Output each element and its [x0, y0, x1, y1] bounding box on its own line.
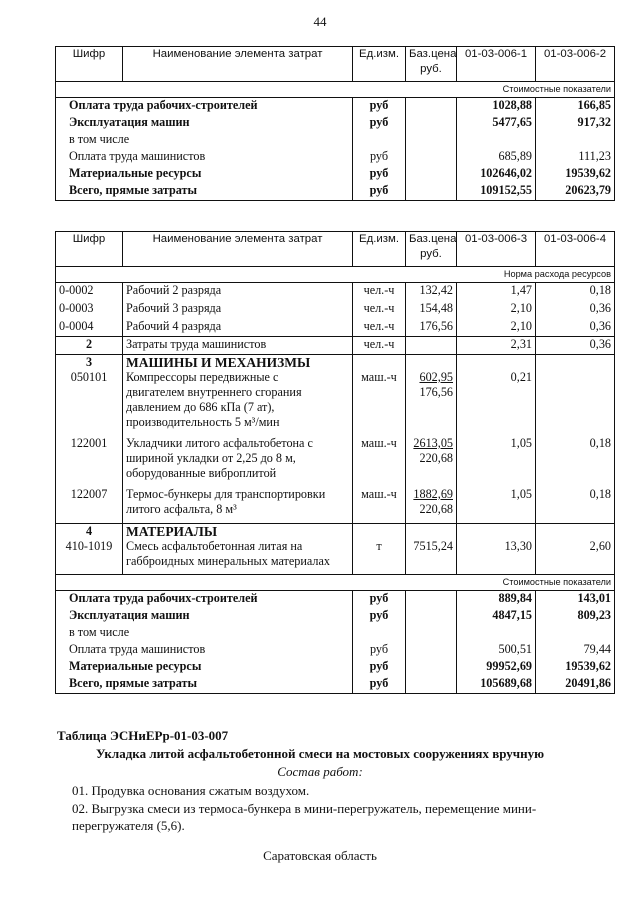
section-name: МАШИНЫ И МЕХАНИЗМЫ [123, 355, 353, 371]
row-unit: чел.-ч [353, 337, 406, 355]
table-caption: Таблица ЭСНиЕРр-01-03-007 [57, 728, 229, 743]
row-value-2 [536, 523, 615, 539]
row-value-2: 20491,86 [536, 676, 615, 694]
row-value-2 [536, 355, 615, 371]
row-value-2: 0,18 [536, 283, 615, 301]
table-row [56, 183, 615, 201]
row-code: 0-0003 [56, 301, 123, 319]
row-value-1: 109152,55 [457, 183, 536, 201]
header-base-price: Баз.цена руб. [406, 47, 457, 82]
row-base-price: 176,56 [406, 319, 457, 337]
table-row [56, 98, 615, 116]
section-header [56, 355, 615, 371]
row-base-price [406, 659, 457, 676]
table-row [56, 436, 615, 487]
row-value-2: 143,01 [536, 591, 615, 609]
row-base-price: 154,48 [406, 301, 457, 319]
row-base-price [406, 523, 457, 539]
row-base-price [406, 487, 457, 523]
table-row [56, 115, 615, 132]
row-value-2: 0,18 [536, 436, 615, 487]
row-name-line: давлением до 686 кПа (7 ат), [126, 400, 275, 414]
price-wage: 176,56 [419, 385, 453, 399]
table-row [56, 676, 615, 694]
row-value-1 [457, 523, 536, 539]
row-value-1: 1,47 [457, 283, 536, 301]
row-value-1 [457, 625, 536, 642]
row-name: Материальные ресурсы [56, 659, 353, 676]
table-header [56, 47, 615, 82]
row-value-2: 2,60 [536, 539, 615, 575]
row-value-1: 1028,88 [457, 98, 536, 116]
table-row [56, 642, 615, 659]
cost-indicators-label: Стоимостные показатели [56, 575, 615, 591]
header-col2: 01-03-006-4 [536, 232, 615, 267]
row-name-line: производительность 5 м³/мин [126, 415, 280, 429]
row-value-1: 1,05 [457, 436, 536, 487]
row-base-price [406, 166, 457, 183]
row-value-1: 99952,69 [457, 659, 536, 676]
header-unit: Ед.изм. [353, 232, 406, 267]
row-unit [353, 355, 406, 371]
row-name-line: Компрессоры передвижные с [126, 370, 279, 384]
row-base-price [406, 337, 457, 355]
table-row [56, 166, 615, 183]
table-row [56, 487, 615, 523]
header-name: Наименование элемента затрат [123, 232, 353, 267]
row-name: Рабочий 4 разряда [123, 319, 353, 337]
row-name: Рабочий 3 разряда [123, 301, 353, 319]
row-value-1: 500,51 [457, 642, 536, 659]
row-unit: руб [353, 115, 406, 132]
row-name: Эксплуатация машин [56, 115, 353, 132]
header-col1: 01-03-006-1 [457, 47, 536, 82]
works-heading: Состав работ: [277, 764, 363, 779]
row-base-price: 7515,24 [406, 539, 457, 575]
row-value-1: 2,31 [457, 337, 536, 355]
table-row [56, 319, 615, 337]
row-name-line: шириной укладки от 2,25 до 8 м, [126, 451, 296, 465]
page-number: 44 [313, 14, 327, 29]
row-name: Затраты труда машинистов [123, 337, 353, 355]
row-base-price [406, 608, 457, 625]
row-base-price [406, 642, 457, 659]
row-value-1: 1,05 [457, 487, 536, 523]
header-code: Шифр [56, 47, 123, 82]
row-value-1: 889,84 [457, 591, 536, 609]
row-value-1: 2,10 [457, 301, 536, 319]
header-name: Наименование элемента затрат [123, 47, 353, 82]
row-name [123, 539, 353, 575]
table-row [56, 591, 615, 609]
row-name-line: Укладчики литого асфальтобетона с [126, 436, 313, 450]
row-name: Рабочий 2 разряда [123, 283, 353, 301]
row-unit: руб [353, 98, 406, 116]
row-unit: руб [353, 608, 406, 625]
row-name-line: двигателем внутреннего сгорания [126, 385, 302, 399]
row-name: в том числе [56, 132, 353, 149]
row-unit: чел.-ч [353, 301, 406, 319]
row-code: 050101 [56, 370, 123, 436]
header-col1: 01-03-006-3 [457, 232, 536, 267]
section-header [56, 523, 615, 539]
row-name: Оплата труда рабочих-строителей [56, 591, 353, 609]
row-base-price [406, 676, 457, 694]
row-value-1: 0,21 [457, 370, 536, 436]
row-value-2 [536, 625, 615, 642]
price-full: 1882,69 [413, 487, 453, 501]
row-name-line: Смесь асфальтобетонная литая на [126, 538, 303, 553]
row-value-2: 809,23 [536, 608, 615, 625]
row-code: 410-1019 [56, 539, 123, 575]
row-value-1: 5477,65 [457, 115, 536, 132]
row-name: Всего, прямые затраты [56, 183, 353, 201]
section-name: МАТЕРИАЛЫ [123, 523, 353, 539]
table-row [56, 370, 615, 436]
row-name-line: оборудованные виброплитой [126, 466, 277, 480]
row-value-1: 2,10 [457, 319, 536, 337]
row-base-price [406, 149, 457, 166]
table-row [56, 337, 615, 355]
row-value-1: 105689,68 [457, 676, 536, 694]
row-code: 2 [56, 337, 123, 355]
row-name-line: габброидных минеральных материалах [126, 553, 331, 568]
row-value-2: 19539,62 [536, 166, 615, 183]
row-value-2: 0,36 [536, 319, 615, 337]
work-item: 01. Продувка основания сжатым воздухом. [72, 783, 310, 798]
row-unit: руб [353, 149, 406, 166]
row-unit [353, 132, 406, 149]
row-name [123, 436, 353, 487]
row-unit [353, 523, 406, 539]
row-code: 122007 [56, 487, 123, 523]
row-value-2: 0,36 [536, 337, 615, 355]
row-value-1: 102646,02 [457, 166, 536, 183]
row-base-price [406, 625, 457, 642]
row-base-price [406, 370, 457, 436]
row-base-price [406, 591, 457, 609]
row-value-1 [457, 132, 536, 149]
row-name [123, 370, 353, 436]
table-row [56, 608, 615, 625]
row-unit: руб [353, 591, 406, 609]
row-value-1: 4847,15 [457, 608, 536, 625]
table-row [56, 283, 615, 301]
row-unit [353, 625, 406, 642]
row-base-price [406, 98, 457, 116]
price-wage: 220,68 [419, 502, 453, 516]
table-header [56, 232, 615, 267]
row-unit: маш.-ч [353, 487, 406, 523]
row-unit: руб [353, 183, 406, 201]
row-value-2: 917,32 [536, 115, 615, 132]
row-base-price [406, 355, 457, 371]
cost-indicators-label: Стоимостные показатели [56, 82, 615, 98]
row-unit: чел.-ч [353, 319, 406, 337]
row-unit: руб [353, 676, 406, 694]
row-name: Оплата труда машинистов [56, 642, 353, 659]
header-base-price: Баз.цена руб. [406, 232, 457, 267]
price-wage: 220,68 [419, 451, 453, 465]
price-full: 602,95 [419, 370, 453, 384]
table-title: Укладка литой асфальтобетонной смеси на мостовых сооружениях вручную [95, 746, 545, 761]
row-name: в том числе [56, 625, 353, 642]
row-value-2: 0,36 [536, 301, 615, 319]
price-full: 2613,05 [413, 436, 453, 450]
row-value-1 [457, 355, 536, 371]
row-value-2: 111,23 [536, 149, 615, 166]
row-value-1: 13,30 [457, 539, 536, 575]
header-unit: Ед.изм. [353, 47, 406, 82]
row-value-2 [536, 370, 615, 436]
row-unit: руб [353, 659, 406, 676]
table-row [56, 659, 615, 676]
row-value-2: 166,85 [536, 98, 615, 116]
row-value-2: 19539,62 [536, 659, 615, 676]
work-item: 02. Выгрузка смеси из термоса-бункера в мини-перегружатель, перемещение мини-перегружателя (5,6). [72, 801, 537, 833]
row-code: 0-0004 [56, 319, 123, 337]
section-code: 4 [56, 523, 123, 539]
row-base-price [406, 132, 457, 149]
row-code: 0-0002 [56, 283, 123, 301]
row-unit: маш.-ч [353, 370, 406, 436]
row-unit: т [353, 539, 406, 575]
row-unit: чел.-ч [353, 283, 406, 301]
row-value-2: 20623,79 [536, 183, 615, 201]
row-unit: маш.-ч [353, 436, 406, 487]
row-name: Всего, прямые затраты [56, 676, 353, 694]
table-row [56, 301, 615, 319]
row-unit: руб [353, 642, 406, 659]
row-name-line: литого асфальта, 8 м³ [126, 502, 237, 516]
row-name-line: Термос-бункеры для транспортировки [126, 487, 326, 501]
footer-region: Саратовская область [263, 848, 377, 863]
row-value-2: 0,18 [536, 487, 615, 523]
row-base-price [406, 436, 457, 487]
row-name: Оплата труда машинистов [56, 149, 353, 166]
row-base-price [406, 183, 457, 201]
cost-table-1 [55, 46, 615, 201]
table-row [56, 149, 615, 166]
row-name: Эксплуатация машин [56, 608, 353, 625]
row-base-price: 132,42 [406, 283, 457, 301]
table-row [56, 132, 615, 149]
header-col2: 01-03-006-2 [536, 47, 615, 82]
cost-table-2 [55, 231, 615, 694]
row-base-price [406, 115, 457, 132]
row-value-2: 79,44 [536, 642, 615, 659]
table-row [56, 539, 615, 575]
row-value-1: 685,89 [457, 149, 536, 166]
row-code: 122001 [56, 436, 123, 487]
row-name [123, 487, 353, 523]
table-row [56, 625, 615, 642]
row-value-2 [536, 132, 615, 149]
row-unit: руб [353, 166, 406, 183]
resource-norm-label: Норма расхода ресурсов [56, 267, 615, 283]
header-code: Шифр [56, 232, 123, 267]
row-name: Оплата труда рабочих-строителей [56, 98, 353, 116]
section-code: 3 [56, 355, 123, 371]
row-name: Материальные ресурсы [56, 166, 353, 183]
